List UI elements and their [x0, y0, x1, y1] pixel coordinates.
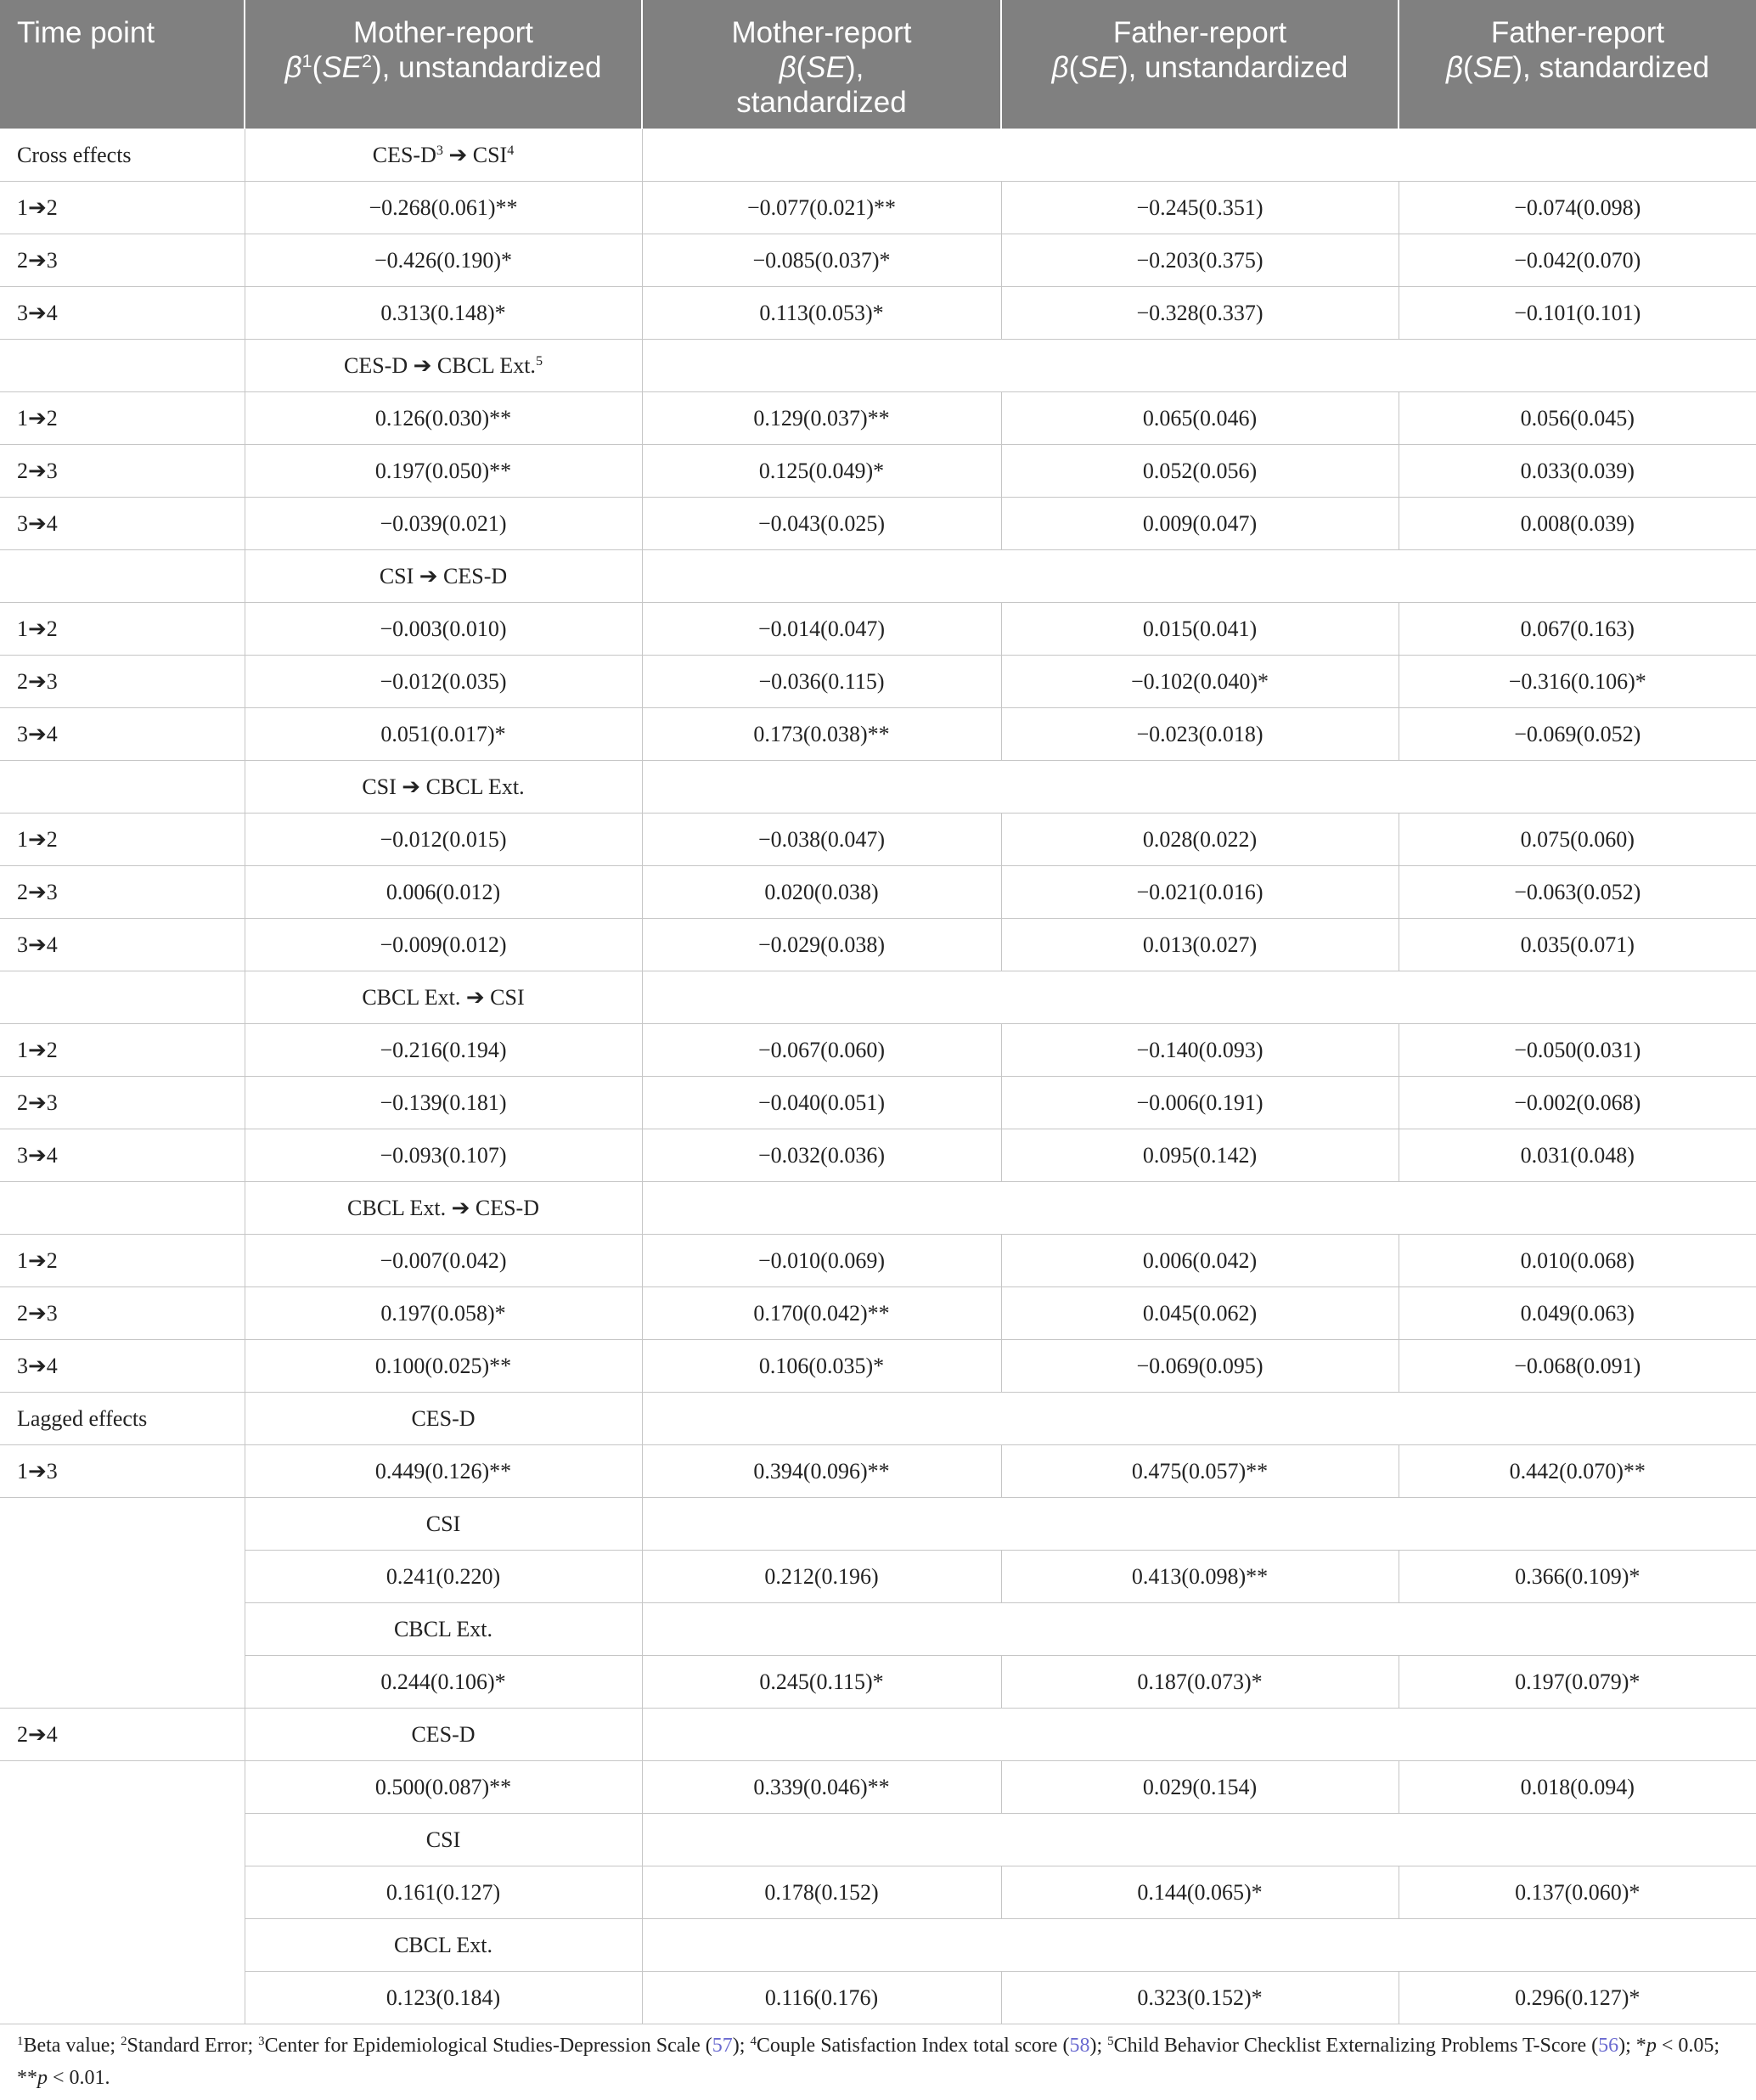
blank-cell [642, 340, 1756, 392]
blank-cell [0, 340, 245, 392]
blank-cell [642, 129, 1756, 182]
blank-cell [642, 550, 1756, 603]
subheader-cesd-csi: CES-$D^3$ ➔ CSI$^4$ [245, 129, 642, 182]
subheader-lag-cesd: CES-D [245, 1393, 642, 1445]
subheader-lag24-cbcl: CBCL Ext. [245, 1919, 642, 1972]
table-row: 2➔3 −0.426(0.190)* −0.085(0.037)* −0.203(0.375) −0.042(0.070) [0, 234, 1756, 287]
table-footnote: $^1$Beta value; $^2$Standard Error; $^3$Center for Epidemiological Studies-Depression Scale (57); $^4$Couple Satisfaction Index total score (58); $^5$Child Behavior Checklist Externalizing Problems T-Score (56); *p < 0.05; **p < 0.01. [17, 2034, 1720, 2089]
blank-cell [642, 1182, 1756, 1235]
subheader-cbcl-csi: CBCL Ext. ➔ CSI [245, 971, 642, 1024]
subheader-csi-cesd: CSI ➔ CES-D [245, 550, 642, 603]
subheader-row [0, 1814, 1756, 1866]
table-row: 1➔2 −0.012(0.015) −0.038(0.047) 0.028(0.022) 0.075(0.060) [0, 814, 1756, 866]
blank-cell [642, 1498, 1756, 1551]
subheader-lag24-cesd: CES-D [245, 1709, 642, 1761]
table-row: 3➔4 0.313(0.148)* 0.113(0.053)* −0.328(0.337) −0.101(0.101) [0, 287, 1756, 340]
reference-link-57[interactable]: 57 [712, 2035, 733, 2057]
subheader-row [0, 340, 1756, 392]
subheader-row [0, 550, 1756, 603]
section-label-lagged-effects: Lagged effects [0, 1393, 245, 1445]
header-row [0, 0, 1756, 129]
subheader-cesd-cbcl: CES-D ➔ CBCL Ext.$^5$ [245, 340, 642, 392]
blank-cell [642, 1814, 1756, 1866]
blank-cell [0, 971, 245, 1024]
table-row: 3➔4 −0.093(0.107) −0.032(0.036) 0.095(0.142) 0.031(0.048) [0, 1129, 1756, 1182]
table-row: 1➔3 0.449(0.126)** 0.394(0.096)** 0.475(0.057)** 0.442(0.070)** [0, 1445, 1756, 1498]
blank-cell [642, 1603, 1756, 1656]
subheader-row [0, 1603, 1756, 1656]
table-row: 1➔2 −0.216(0.194) −0.067(0.060) −0.140(0.093) −0.050(0.031) [0, 1024, 1756, 1077]
blank-cell [642, 1709, 1756, 1761]
section-label-cross-effects: Cross effects [0, 129, 245, 182]
subheader-row [0, 1393, 1756, 1445]
reference-link-56[interactable]: 56 [1598, 2035, 1619, 2057]
blank-cell [0, 1182, 245, 1235]
blank-cell [0, 1761, 245, 2024]
table-row: 1➔2 −0.268(0.061)** −0.077(0.021)** −0.245(0.351) −0.074(0.098) [0, 182, 1756, 234]
reference-link-58[interactable]: 58 [1069, 2035, 1090, 2057]
subheader-lag-csi: CSI [245, 1498, 642, 1551]
header-father-unstd: Father-report β(SE), unstandardized [1001, 0, 1399, 129]
blank-cell [0, 1498, 245, 1709]
subheader-row [0, 129, 1756, 182]
table-row: 2➔3 0.006(0.012) 0.020(0.038) −0.021(0.016) −0.063(0.052) [0, 866, 1756, 919]
subheader-row: 2➔4 CES-D [0, 1709, 1756, 1761]
blank-cell [642, 1393, 1756, 1445]
blank-cell [642, 971, 1756, 1024]
subheader-row [0, 1182, 1756, 1235]
subheader-lag-cbcl: CBCL Ext. [245, 1603, 642, 1656]
table-row: 3➔4 0.100(0.025)** 0.106(0.035)* −0.069(0.095) −0.068(0.091) [0, 1340, 1756, 1393]
header-father-std: Father-report β(SE), standardized [1399, 0, 1756, 129]
blank-cell [0, 761, 245, 814]
table-row: 1➔2 0.126(0.030)** 0.129(0.037)** 0.065(0.046) 0.056(0.045) [0, 392, 1756, 445]
blank-cell [0, 550, 245, 603]
table-row: 2➔3 −0.139(0.181) −0.040(0.051) −0.006(0.191) −0.002(0.068) [0, 1077, 1756, 1129]
blank-cell [642, 1919, 1756, 1972]
table-row: 0.244(0.106)* 0.245(0.115)* 0.187(0.073)* 0.197(0.079)* [0, 1656, 1756, 1709]
subheader-row [0, 1498, 1756, 1551]
table-row: 3➔4 −0.039(0.021) −0.043(0.025) 0.009(0.047) 0.008(0.039) [0, 498, 1756, 550]
table-row: 0.500(0.087)** 0.339(0.046)** 0.029(0.154) 0.018(0.094) [0, 1761, 1756, 1814]
subheader-cbcl-cesd: CBCL Ext. ➔ CES-D [245, 1182, 642, 1235]
header-time-point: Time point [0, 0, 245, 129]
table-row: 2➔3 −0.012(0.035) −0.036(0.115) −0.102(0.040)* −0.316(0.106)* [0, 656, 1756, 708]
subheader-row [0, 1919, 1756, 1972]
subheader-row [0, 971, 1756, 1024]
table-row: 1➔2 −0.007(0.042) −0.010(0.069) 0.006(0.042) 0.010(0.068) [0, 1235, 1756, 1287]
header-mother-std: Mother-report β(SE), standardized [642, 0, 1001, 129]
table-row: 0.241(0.220) 0.212(0.196) 0.413(0.098)** 0.366(0.109)* [0, 1551, 1756, 1603]
table-row: 0.123(0.184) 0.116(0.176) 0.323(0.152)* 0.296(0.127)* [0, 1972, 1756, 2024]
subheader-lag24-csi: CSI [245, 1814, 642, 1866]
table-row: 0.161(0.127) 0.178(0.152) 0.144(0.065)* 0.137(0.060)* [0, 1866, 1756, 1919]
table-row: 3➔4 0.051(0.017)* 0.173(0.038)** −0.023(0.018) −0.069(0.052) [0, 708, 1756, 761]
blank-cell [642, 761, 1756, 814]
subheader-csi-cbcl: CSI ➔ CBCL Ext. [245, 761, 642, 814]
table-row: 2➔3 0.197(0.050)** 0.125(0.049)* 0.052(0.056) 0.033(0.039) [0, 445, 1756, 498]
table-row: 3➔4 −0.009(0.012) −0.029(0.038) 0.013(0.027) 0.035(0.071) [0, 919, 1756, 971]
table-row: 2➔3 0.197(0.058)* 0.170(0.042)** 0.045(0.062) 0.049(0.063) [0, 1287, 1756, 1340]
subheader-row [0, 761, 1756, 814]
table-row: 1➔2 −0.003(0.010) −0.014(0.047) 0.015(0.041) 0.067(0.163) [0, 603, 1756, 656]
header-mother-unstd: Mother-report $\beta^1(SE^2)$, unstandardized [245, 0, 642, 129]
